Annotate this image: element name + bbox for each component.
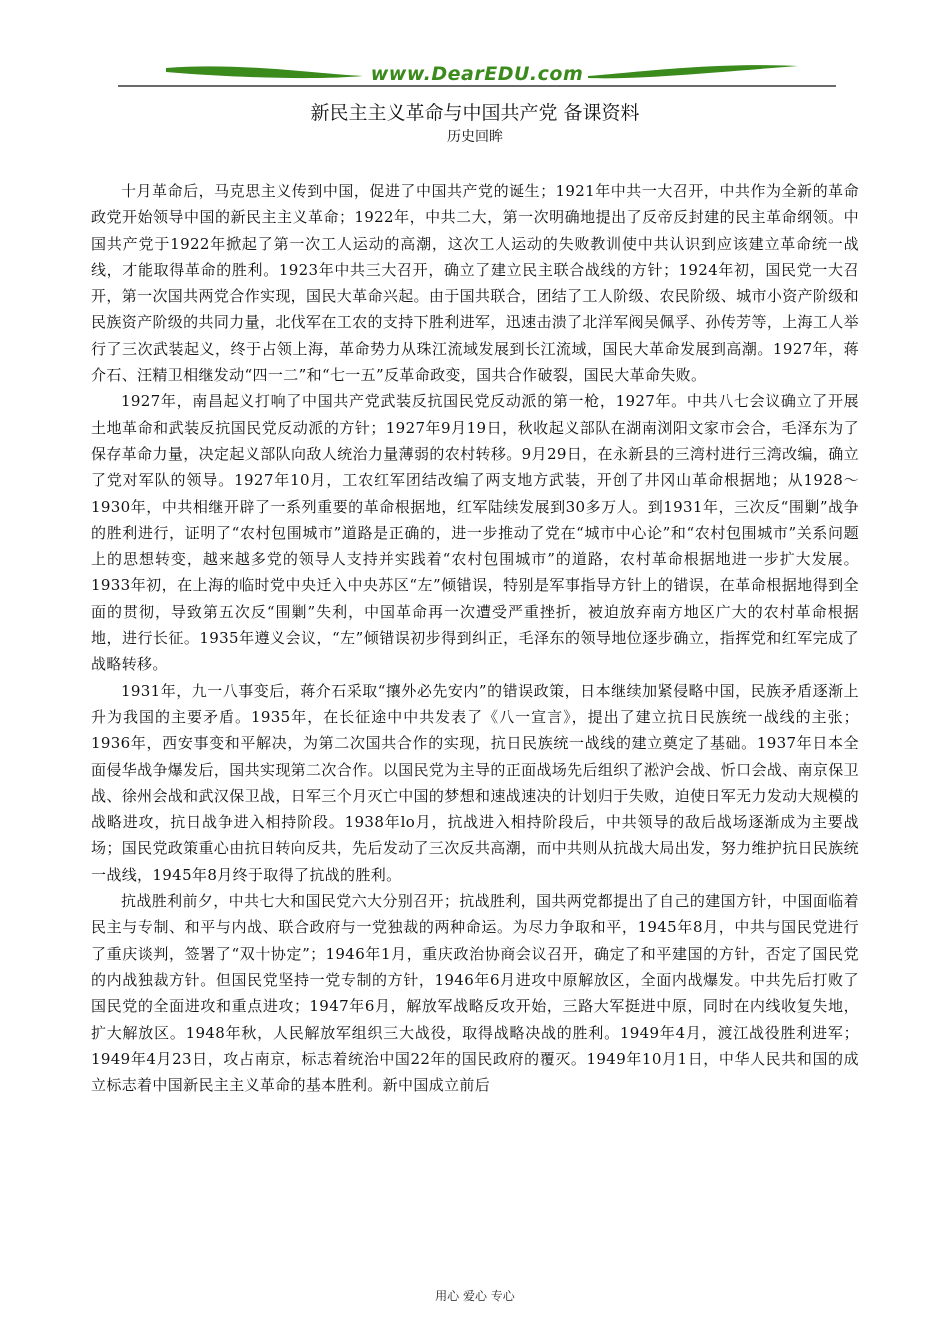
site-header-banner <box>118 52 836 92</box>
paragraph: 十月革命后，马克思主义传到中国，促进了中国共产党的诞生；1921年中共一大召开，中共作为全新的革命政党开始领导中国的新民主主义革命；1922年，中共二大，第一次明确地提出了反帝反封建的民主革命纲领。中国共产党于1922年掀起了第一次工人运动的高潮，这次工人运动的失败教训使中共认识到应该建立革命统一战线，才能取得革命的胜利。1923年中共三大召开，确立了建立民主联合战线的方针；1924年初，国民党一大召开，第一次国共两党合作实现，国民大革命兴起。由于国共联合，团结了工人阶级、农民阶级、城市小资产阶级和民族资产阶级的共同力量，北伐军在工农的支持下胜利进军，迅速击溃了北洋军阀吴佩孚、孙传芳等，上海工人举行了三次武装起义，终于占领上海，革命势力从珠江流域发展到长江流域，国民大革命发展到高潮。1927年，蒋介石、汪精卫相继发动“四一二”和“七一五”反革命政变，国共合作破裂，国民大革命失败。 <box>91 182 859 385</box>
document-body <box>91 178 859 1098</box>
paragraph: 抗战胜利前夕，中共七大和国民党六大分别召开；抗战胜利，国共两党都提出了自己的建国方针，中国面临着民主与专制、和平与内战、联合政府与一党独裁的两种命运。为尽力争取和平，1945年8月，中共与国民党进行了重庆谈判，签署了“双十协定”；1946年1月，重庆政治协商会议召开，确定了和平建国的方针，否定了国民党的内战独裁方针。但国民党坚持一党专制的方针，1946年6月进攻中原解放区，全面内战爆发。中共先后打败了国民党的全面进攻和重点进攻；1947年6月，解放军战略反攻开始，三路大军挺进中原，同时在内线收复失地，扩大解放区。1948年秋，人民解放军组织三大战役，取得战略决战的胜利。1949年4月，渡江战役胜利进军；1949年4月23日，攻占南京，标志着统治中国22年的国民政府的覆灭。1949年10月1日，中华人民共和国的成立标志着中国新民主主义革命的基本胜利。新中国成立前后 <box>91 892 859 1095</box>
paragraph: 1927年，南昌起义打响了中国共产党武装反抗国民党反动派的第一枪，1927年。中共八七会议确立了开展土地革命和武装反抗国民党反动派的方针；1927年9月19日，秋收起义部队在湖南浏阳文家市会合，毛泽东为了保存革命力量，决定起义部队向敌人统治力量薄弱的农村转移。9月29日，在永新县的三湾村进行三湾改编，确立了党对军队的领导。1927年10月，工农红军团结改编了两支地方武装，开创了井冈山革命根据地；从1928～1930年，中共相继开辟了一系列重要的革命根据地，红军陆续发展到30多万人。到1931年，三次反“围剿”战争的胜利进行，证明了“农村包围城市”道路是正确的，进一步推动了党在“城市中心论”和“农村包围城市”关系问题上的思想转变，越来越多党的领导人支持并实践着“农村包围城市”的道路，农村革命根据地进一步扩大发展。1933年初，在上海的临时党中央迁入中央苏区“左”倾错误，特别是军事指导方针上的错误，在革命根据地得到全面的贯彻，导致第五次反“围剿”失利，中国革命再一次遭受严重挫折，被迫放弃南方地区广大的农村革命根据地，进行长征。1935年遵义会议，“左”倾错误初步得到纠正，毛泽东的领导地位逐步确立，指挥党和红军完成了战略转移。 <box>91 392 859 674</box>
site-logo-text: www.DearEDU.com <box>370 63 584 85</box>
document-title: 新民主主义革命与中国共产党 备课资料 <box>310 102 640 124</box>
page-footer: 用心 爱心 专心 <box>435 1289 515 1303</box>
paragraph: 1931年，九一八事变后，蒋介石采取“攘外必先安内”的错误政策，日本继续加紧侵略中国，民族矛盾逐渐上升为我国的主要矛盾。1935年，在长征途中中共发表了《八一宣言》，提出了建立抗日民族统一战线的主张；1936年，西安事变和平解决，为第二次国共合作的实现，抗日民族统一战线的建立奠定了基础。1937年日本全面侵华战争爆发后，国共实现第二次合作。以国民党为主导的正面战场先后组织了淞沪会战、忻口会战、南京保卫战、徐州会战和武汉保卫战，日军三个月灭亡中国的梦想和速战速决的计划归于失败，迫使日军无力发动大规模的战略进攻，抗日战争进入相持阶段。1938年lo月，抗战进入相持阶段后，中共领导的敌后战场逐渐成为主要战场；国民党政策重心由抗日转向反共，先后发动了三次反共高潮，而中共则从抗战大局出发，努力维护抗日民族统一战线，1945年8月终于取得了抗战的胜利。 <box>91 681 859 884</box>
document-subtitle: 历史回眸 <box>447 129 503 145</box>
